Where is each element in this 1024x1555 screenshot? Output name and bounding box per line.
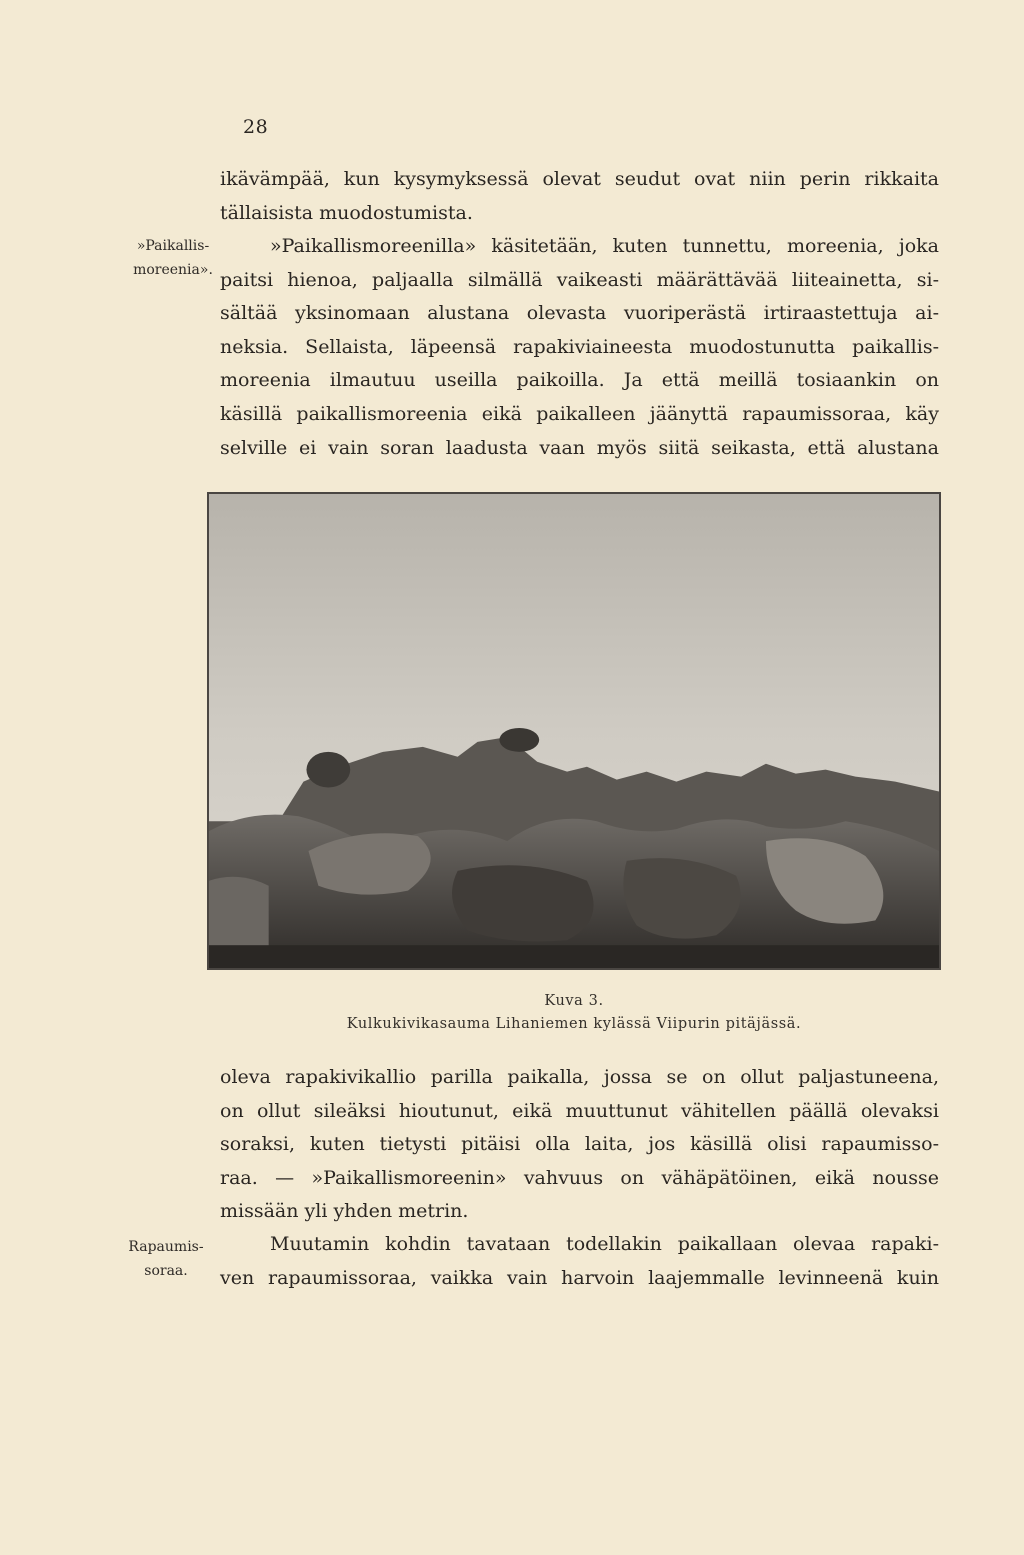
paragraph-rapaumissoraa [220,1228,939,1295]
paragraph-paikallismoreeni [220,230,939,465]
text-line: paitsi hienoa, paljaalla silmällä vaikeasti määrättävää liiteainetta, si- [220,268,939,291]
margin-note-line: soraa. [144,1263,188,1279]
text-line: oleva rapakivikallio parilla paikalla, jossa se on ollut paljastuneena, [220,1066,939,1088]
paragraph-after-figure [220,1061,939,1229]
text-line: käsillä paikallismoreenia eikä paikalleen jäänyttä rapaumissoraa, käy [220,402,939,425]
text-line: sältää yksinomaan alustana olevasta vuoriperästä irtiraastettuja ai- [220,302,939,325]
margin-note-rapaumis [116,1237,216,1282]
text-line: »Paikallismoreenilla» käsitetään, kuten tunnettu, moreenia, joka [270,235,939,257]
figure-caption: Kulkukivikasauma Lihaniemen kylässä Viipurin pitäjässä. [346,1016,802,1032]
figure-photograph [207,492,941,970]
text-line: on ollut sileäksi hioutunut, eikä muuttunut vähitellen päällä olevaksi [220,1099,939,1122]
text-line: moreenia ilmautuu useilla paikoilla. Ja että meillä tosiaankin on [220,369,939,392]
margin-note-line: Rapaumis- [128,1239,204,1255]
page-number: 28 [243,116,269,138]
text-line: ven rapaumissoraa, vaikka vain harvoin laajemmalle levinneenä kuin [220,1266,939,1289]
margin-note-line: »Paikallis- [136,238,210,254]
margin-note-paikallis [128,236,218,281]
text-line: raa. — »Paikallismoreenin» vahvuus on vähäpätöinen, eikä nousse [220,1166,939,1189]
text-line: missään yli yhden metrin. [220,1200,469,1223]
figure-label: Kuva 3. [544,993,604,1009]
boulder-field-photo [209,494,939,968]
paragraph-top [220,163,939,230]
text-line: tällaisista muodostumista. [220,201,473,224]
text-line: ikävämpää, kun kysymyksessä olevat seudut ovat niin perin rikkaita [220,168,939,190]
text-line: selville ei vain soran laadusta vaan myös siitä seikasta, että alustana [220,436,939,459]
text-line: soraksi, kuten tietysti pitäisi olla laita, jos käsillä olisi rapaumisso- [220,1133,939,1156]
text-line: Muutamin kohdin tavataan todellakin paikallaan olevaa rapaki- [270,1233,939,1255]
margin-note-line: moreenia». [133,262,213,278]
text-line: neksia. Sellaista, läpeensä rapakiviaineesta muodostunutta paikallis- [220,335,939,358]
